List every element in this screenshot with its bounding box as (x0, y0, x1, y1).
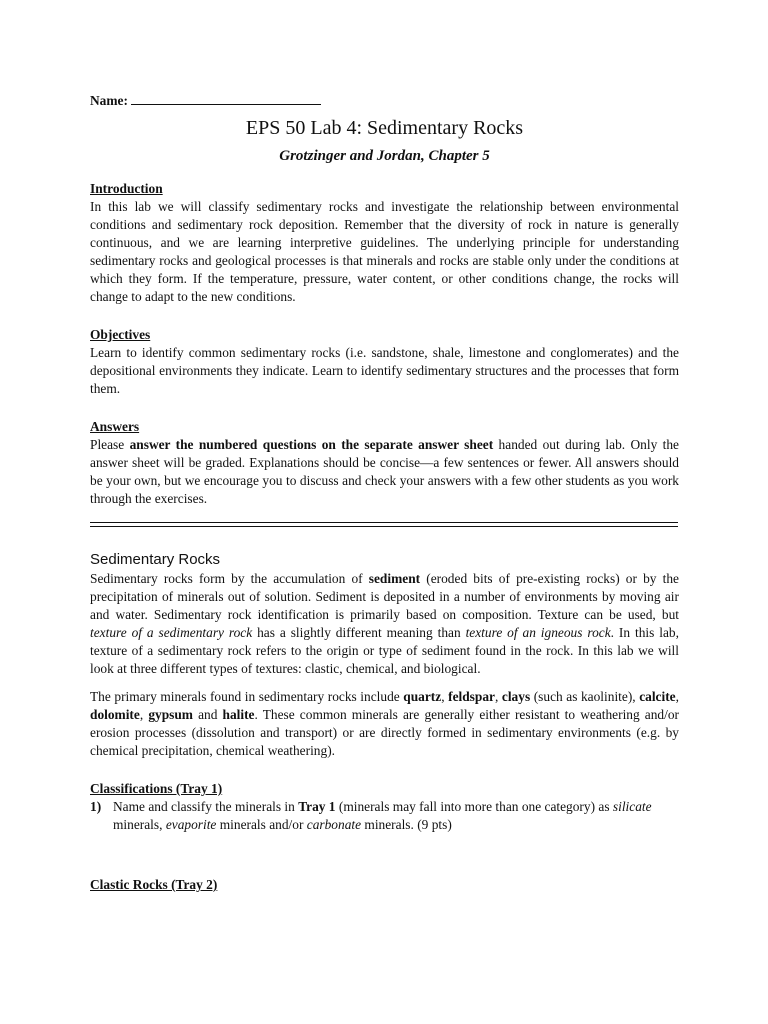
sedimentary-rocks-heading: Sedimentary Rocks (90, 551, 221, 568)
page-title: EPS 50 Lab 4: Sedimentary Rocks (245, 117, 524, 139)
name-blank-line (131, 92, 321, 105)
sedimentary-paragraph-2: The primary minerals found in sedimentary rocks include quartz, feldspar, clays (such as kaolinite), calcite, dolomite, gypsum and halite. These common minerals are generally either resistant to weathering and/or erosion processes (dissolution and transport) or are directly formed in sedimentary environments (e.g. by chemical precipitation, chemical weathering). (90, 689, 680, 758)
page-subtitle: Grotzinger and Jordan, Chapter 5 (279, 148, 490, 164)
name-label: Name: (90, 93, 128, 108)
question-1-number: 1) (90, 799, 102, 814)
introduction-heading: Introduction (90, 181, 163, 196)
name-field (90, 92, 679, 110)
section-divider (90, 518, 679, 530)
section-divider-rule (90, 522, 678, 527)
classifications-heading: Classifications (Tray 1) (90, 781, 223, 796)
answers-emphasis: answer the numbered questions on the separate answer sheet (129, 437, 494, 452)
clastic-rocks-heading: Clastic Rocks (Tray 2) (90, 877, 218, 892)
question-1-text: Name and classify the minerals in Tray 1 (minerals may fall into more than one category) as silicate minerals, evaporite minerals and/or carbonate minerals. (9 pts) (113, 799, 652, 832)
question-1 (90, 798, 679, 834)
objectives-heading: Objectives (90, 327, 151, 342)
answers-text: Please answer the numbered questions on the separate answer sheet handed out during lab. Only the answer sheet will be graded. Explanations should be concise—a few sentences or fewer. All answers should be your own, but we encourage you to discuss and check your answers with a few other students as you work through the exercises. (90, 437, 679, 506)
objectives-text: Learn to identify common sedimentary rocks (i.e. sandstone, shale, limestone and conglomerates) and the depositional environments they indicate. Learn to identify sedimentary structures and the processes that form them. (90, 345, 679, 396)
sedimentary-paragraph-1: Sedimentary rocks form by the accumulation of sediment (eroded bits of pre-existing rocks) or by the precipitation of minerals out of solution. Sediment is deposited in a number of environments by moving air and water. Sedimentary rock identification is primarily based on composition. Texture can be used, but texture of a sedimentary rock has a slightly different meaning than texture of an igneous rock. In this lab, texture of a sedimentary rock refers to the origin or type of sediment found in the rock. In this lab we will look at three different types of textures: clastic, chemical, and biological. (90, 571, 679, 676)
introduction-text: In this lab we will classify sedimentary rocks and investigate the relationship between environmental conditions and sedimentary rock deposition. Remember that the diversity of rock in nature is generally continuous, and we are learning interpretive guidelines. The underlying principle for understanding sedimentary rocks and geological processes is that minerals and rocks are stable only under the conditions at which they form. If the temperature, pressure, water content, or other conditions change, the rocks will change to adapt to the new conditions. (90, 199, 679, 304)
answers-heading: Answers (90, 419, 140, 434)
